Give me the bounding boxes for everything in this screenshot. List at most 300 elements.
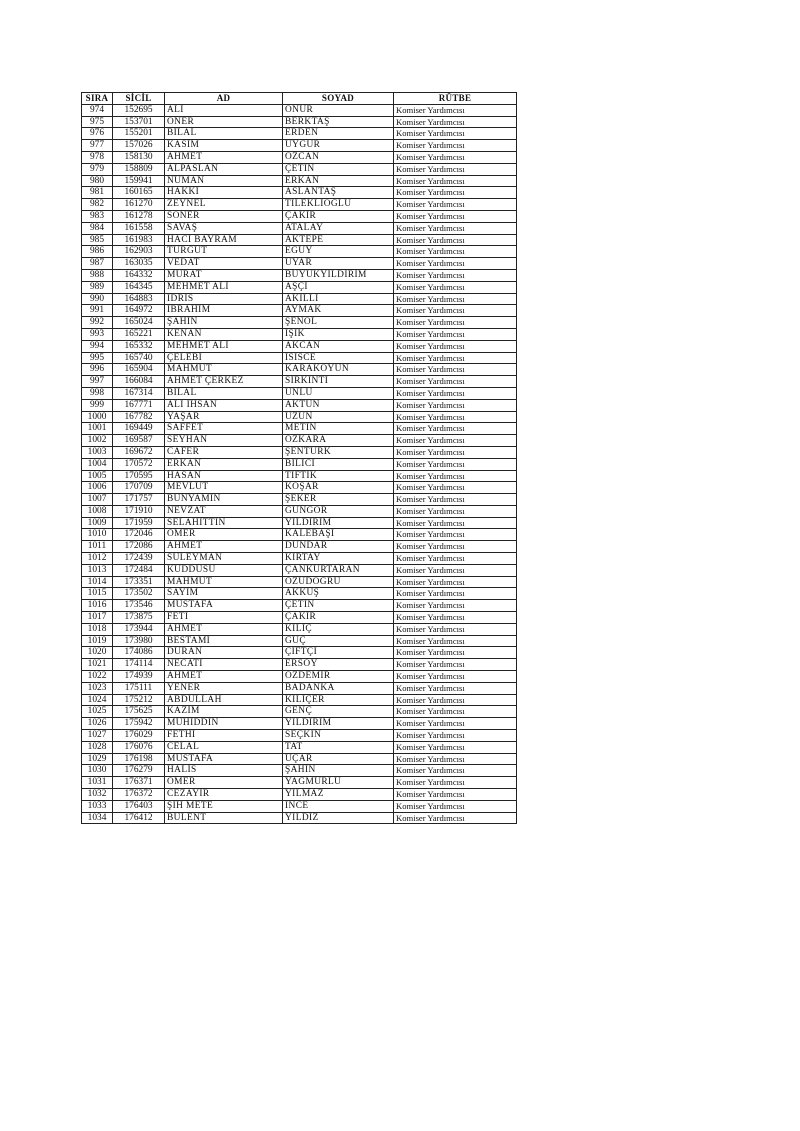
- cell-sira: 989: [82, 281, 113, 293]
- cell-sira: 1019: [82, 635, 113, 647]
- cell-rutbe: Komiser Yardımcısı: [394, 387, 517, 399]
- cell-sira: 1032: [82, 789, 113, 801]
- cell-sira: 982: [82, 199, 113, 211]
- cell-ad: AHMET: [165, 623, 283, 635]
- cell-ad: AHMET ÇERKEZ: [165, 376, 283, 388]
- table-row: [82, 175, 517, 187]
- table-row: [82, 104, 517, 116]
- cell-ad: HACI BAYRAM: [165, 234, 283, 246]
- cell-ad: FETHİ: [165, 730, 283, 742]
- cell-sicil: 174114: [113, 659, 165, 671]
- cell-soyad: ÇAKIR: [283, 612, 394, 624]
- cell-soyad: GENÇ: [283, 706, 394, 718]
- cell-ad: CELAL: [165, 741, 283, 753]
- cell-ad: ÖMER: [165, 777, 283, 789]
- cell-sicil: 165904: [113, 364, 165, 376]
- cell-soyad: ÇETİN: [283, 163, 394, 175]
- cell-rutbe: Komiser Yardımcısı: [394, 765, 517, 777]
- cell-sira: 1018: [82, 623, 113, 635]
- table-row: [82, 647, 517, 659]
- cell-soyad: BADANKA: [283, 682, 394, 694]
- cell-sira: 991: [82, 305, 113, 317]
- cell-ad: ALİ: [165, 104, 283, 116]
- table-row: [82, 706, 517, 718]
- table-row: [82, 116, 517, 128]
- table-row: [82, 623, 517, 635]
- cell-soyad: GÜÇ: [283, 635, 394, 647]
- cell-soyad: BÜYÜKYILDIRIM: [283, 269, 394, 281]
- cell-ad: İDRİS: [165, 293, 283, 305]
- cell-rutbe: Komiser Yardımcısı: [394, 411, 517, 423]
- cell-ad: TURGUT: [165, 246, 283, 258]
- cell-sicil: 169449: [113, 423, 165, 435]
- cell-ad: ÖMER: [165, 529, 283, 541]
- cell-ad: SÜLEYMAN: [165, 553, 283, 565]
- table-row: [82, 258, 517, 270]
- cell-soyad: METİN: [283, 423, 394, 435]
- cell-soyad: ÇETİN: [283, 600, 394, 612]
- cell-sicil: 161270: [113, 199, 165, 211]
- cell-rutbe: Komiser Yardımcısı: [394, 588, 517, 600]
- cell-rutbe: Komiser Yardımcısı: [394, 317, 517, 329]
- cell-sira: 994: [82, 340, 113, 352]
- cell-sicil: 164883: [113, 293, 165, 305]
- cell-sira: 999: [82, 399, 113, 411]
- cell-rutbe: Komiser Yardımcısı: [394, 175, 517, 187]
- cell-soyad: EGÜY: [283, 246, 394, 258]
- cell-rutbe: Komiser Yardımcısı: [394, 470, 517, 482]
- cell-soyad: UZUN: [283, 411, 394, 423]
- cell-sira: 1020: [82, 647, 113, 659]
- cell-soyad: ERKAN: [283, 175, 394, 187]
- cell-sira: 1027: [82, 730, 113, 742]
- table-row: [82, 305, 517, 317]
- cell-soyad: ÖZÜDOĞRU: [283, 576, 394, 588]
- cell-sira: 977: [82, 140, 113, 152]
- cell-sira: 1001: [82, 423, 113, 435]
- cell-sicil: 162903: [113, 246, 165, 258]
- cell-sicil: 164332: [113, 269, 165, 281]
- header-ad: AD: [165, 93, 283, 105]
- table-row: [82, 718, 517, 730]
- cell-sira: 988: [82, 269, 113, 281]
- table-row: [82, 470, 517, 482]
- cell-ad: VEDAT: [165, 258, 283, 270]
- cell-ad: MAHMUT: [165, 576, 283, 588]
- table-body: [82, 104, 517, 824]
- cell-rutbe: Komiser Yardımcısı: [394, 340, 517, 352]
- cell-sira: 987: [82, 258, 113, 270]
- cell-sira: 1021: [82, 659, 113, 671]
- cell-soyad: ŞAHİN: [283, 765, 394, 777]
- cell-soyad: KALEBAŞI: [283, 529, 394, 541]
- table-row: [82, 671, 517, 683]
- cell-soyad: İSİSCE: [283, 352, 394, 364]
- cell-rutbe: Komiser Yardımcısı: [394, 800, 517, 812]
- cell-sira: 980: [82, 175, 113, 187]
- cell-sira: 990: [82, 293, 113, 305]
- table-row: [82, 352, 517, 364]
- cell-sira: 992: [82, 317, 113, 329]
- header-rutbe: RÜTBE: [394, 93, 517, 105]
- cell-rutbe: Komiser Yardımcısı: [394, 482, 517, 494]
- cell-ad: MAHMUT: [165, 364, 283, 376]
- table-row: [82, 246, 517, 258]
- table-row: [82, 199, 517, 211]
- cell-sicil: 174086: [113, 647, 165, 659]
- table-row: [82, 423, 517, 435]
- cell-ad: AHMET: [165, 151, 283, 163]
- cell-sicil: 175111: [113, 682, 165, 694]
- cell-sira: 998: [82, 387, 113, 399]
- cell-sicil: 170572: [113, 458, 165, 470]
- cell-sicil: 175942: [113, 718, 165, 730]
- cell-rutbe: Komiser Yardımcısı: [394, 694, 517, 706]
- cell-ad: ERKAN: [165, 458, 283, 470]
- table-row: [82, 328, 517, 340]
- cell-soyad: ŞEKER: [283, 494, 394, 506]
- cell-ad: MEVLÜT: [165, 482, 283, 494]
- cell-soyad: ÇANKURTARAN: [283, 564, 394, 576]
- cell-rutbe: Komiser Yardımcısı: [394, 281, 517, 293]
- cell-rutbe: Komiser Yardımcısı: [394, 446, 517, 458]
- cell-sira: 978: [82, 151, 113, 163]
- cell-sicil: 165221: [113, 328, 165, 340]
- cell-soyad: İNCE: [283, 800, 394, 812]
- cell-ad: KASIM: [165, 140, 283, 152]
- cell-ad: KUDDÜSÜ: [165, 564, 283, 576]
- cell-ad: BİLAL: [165, 387, 283, 399]
- cell-ad: İBRAHİM: [165, 305, 283, 317]
- cell-sicil: 171910: [113, 505, 165, 517]
- cell-sira: 985: [82, 234, 113, 246]
- cell-sira: 974: [82, 104, 113, 116]
- cell-rutbe: Komiser Yardımcısı: [394, 163, 517, 175]
- cell-sicil: 176279: [113, 765, 165, 777]
- table-row: [82, 612, 517, 624]
- cell-sicil: 164972: [113, 305, 165, 317]
- cell-soyad: YILMAZ: [283, 789, 394, 801]
- table-row: [82, 128, 517, 140]
- cell-sira: 1026: [82, 718, 113, 730]
- cell-sira: 1009: [82, 517, 113, 529]
- cell-rutbe: Komiser Yardımcısı: [394, 541, 517, 553]
- cell-sira: 1022: [82, 671, 113, 683]
- table-row: [82, 800, 517, 812]
- cell-soyad: SEÇKİN: [283, 730, 394, 742]
- cell-sira: 1013: [82, 564, 113, 576]
- cell-soyad: AKKUŞ: [283, 588, 394, 600]
- cell-rutbe: Komiser Yardımcısı: [394, 635, 517, 647]
- cell-sira: 993: [82, 328, 113, 340]
- cell-sicil: 165024: [113, 317, 165, 329]
- cell-ad: MUHİDDİN: [165, 718, 283, 730]
- cell-rutbe: Komiser Yardımcısı: [394, 140, 517, 152]
- cell-sicil: 173875: [113, 612, 165, 624]
- cell-ad: SAFFET: [165, 423, 283, 435]
- cell-sicil: 173546: [113, 600, 165, 612]
- cell-soyad: KILIÇER: [283, 694, 394, 706]
- cell-ad: ÖNER: [165, 116, 283, 128]
- header-soyad: SOYAD: [283, 93, 394, 105]
- cell-sicil: 170709: [113, 482, 165, 494]
- table-row: [82, 387, 517, 399]
- cell-rutbe: Komiser Yardımcısı: [394, 293, 517, 305]
- cell-soyad: GÜNGÖR: [283, 505, 394, 517]
- cell-soyad: IŞIK: [283, 328, 394, 340]
- table-row: [82, 376, 517, 388]
- cell-soyad: YILDIZ: [283, 812, 394, 824]
- cell-sicil: 159941: [113, 175, 165, 187]
- cell-sicil: 165332: [113, 340, 165, 352]
- cell-rutbe: Komiser Yardımcısı: [394, 564, 517, 576]
- cell-rutbe: Komiser Yardımcısı: [394, 494, 517, 506]
- cell-soyad: AYMAK: [283, 305, 394, 317]
- cell-ad: ALPASLAN: [165, 163, 283, 175]
- cell-soyad: UYAR: [283, 258, 394, 270]
- cell-sicil: 172046: [113, 529, 165, 541]
- cell-ad: AHMET: [165, 671, 283, 683]
- cell-sira: 1028: [82, 741, 113, 753]
- cell-soyad: ÜNLÜ: [283, 387, 394, 399]
- cell-rutbe: Komiser Yardımcısı: [394, 682, 517, 694]
- cell-sicil: 175212: [113, 694, 165, 706]
- cell-sicil: 176076: [113, 741, 165, 753]
- cell-rutbe: Komiser Yardımcısı: [394, 423, 517, 435]
- cell-soyad: YAĞMURLU: [283, 777, 394, 789]
- table-row: [82, 812, 517, 824]
- cell-rutbe: Komiser Yardımcısı: [394, 612, 517, 624]
- cell-sicil: 167314: [113, 387, 165, 399]
- cell-rutbe: Komiser Yardımcısı: [394, 210, 517, 222]
- table-row: [82, 600, 517, 612]
- table-row: [82, 317, 517, 329]
- table-header-row: [82, 93, 517, 105]
- cell-sicil: 175625: [113, 706, 165, 718]
- cell-sira: 1011: [82, 541, 113, 553]
- cell-ad: ABDULLAH: [165, 694, 283, 706]
- cell-sicil: 160165: [113, 187, 165, 199]
- cell-rutbe: Komiser Yardımcısı: [394, 258, 517, 270]
- cell-sira: 1023: [82, 682, 113, 694]
- cell-rutbe: Komiser Yardımcısı: [394, 553, 517, 565]
- cell-rutbe: Komiser Yardımcısı: [394, 789, 517, 801]
- cell-rutbe: Komiser Yardımcısı: [394, 187, 517, 199]
- cell-soyad: ASLANTAŞ: [283, 187, 394, 199]
- cell-ad: BESTAMİ: [165, 635, 283, 647]
- cell-ad: YENER: [165, 682, 283, 694]
- cell-sicil: 176403: [113, 800, 165, 812]
- cell-sira: 1012: [82, 553, 113, 565]
- cell-soyad: AKTUN: [283, 399, 394, 411]
- cell-rutbe: Komiser Yardımcısı: [394, 812, 517, 824]
- cell-sicil: 169587: [113, 435, 165, 447]
- cell-rutbe: Komiser Yardımcısı: [394, 128, 517, 140]
- cell-sicil: 176029: [113, 730, 165, 742]
- table-row: [82, 482, 517, 494]
- cell-sira: 986: [82, 246, 113, 258]
- cell-soyad: ÖZDEMİR: [283, 671, 394, 683]
- cell-sira: 1034: [82, 812, 113, 824]
- cell-soyad: KARAKOYUN: [283, 364, 394, 376]
- cell-ad: MUSTAFA: [165, 600, 283, 612]
- cell-ad: DURAN: [165, 647, 283, 659]
- cell-soyad: KILIÇ: [283, 623, 394, 635]
- cell-sira: 1003: [82, 446, 113, 458]
- cell-sicil: 176372: [113, 789, 165, 801]
- table-row: [82, 269, 517, 281]
- table-row: [82, 281, 517, 293]
- table-row: [82, 458, 517, 470]
- cell-sicil: 158809: [113, 163, 165, 175]
- cell-rutbe: Komiser Yardımcısı: [394, 777, 517, 789]
- cell-ad: NUMAN: [165, 175, 283, 187]
- table-row: [82, 140, 517, 152]
- cell-sira: 1016: [82, 600, 113, 612]
- table-row: [82, 765, 517, 777]
- table-row: [82, 553, 517, 565]
- cell-soyad: YILDIRIM: [283, 718, 394, 730]
- cell-soyad: BİLİCİ: [283, 458, 394, 470]
- cell-soyad: BERKTAŞ: [283, 116, 394, 128]
- cell-rutbe: Komiser Yardımcısı: [394, 706, 517, 718]
- cell-soyad: ÖZKARA: [283, 435, 394, 447]
- cell-soyad: UÇAR: [283, 753, 394, 765]
- cell-sira: 1015: [82, 588, 113, 600]
- cell-sira: 981: [82, 187, 113, 199]
- table-row: [82, 187, 517, 199]
- cell-rutbe: Komiser Yardımcısı: [394, 576, 517, 588]
- cell-sira: 1005: [82, 470, 113, 482]
- cell-sira: 984: [82, 222, 113, 234]
- cell-rutbe: Komiser Yardımcısı: [394, 753, 517, 765]
- cell-sicil: 169672: [113, 446, 165, 458]
- cell-sira: 1006: [82, 482, 113, 494]
- cell-sicil: 153701: [113, 116, 165, 128]
- cell-rutbe: Komiser Yardımcısı: [394, 435, 517, 447]
- cell-ad: ZEYNEL: [165, 199, 283, 211]
- cell-ad: FETİ: [165, 612, 283, 624]
- cell-sicil: 173980: [113, 635, 165, 647]
- cell-sicil: 165740: [113, 352, 165, 364]
- personnel-table: [81, 92, 517, 824]
- table-row: [82, 505, 517, 517]
- cell-sicil: 176198: [113, 753, 165, 765]
- cell-ad: MEHMET ALİ: [165, 340, 283, 352]
- cell-rutbe: Komiser Yardımcısı: [394, 647, 517, 659]
- cell-sira: 1031: [82, 777, 113, 789]
- table-row: [82, 659, 517, 671]
- cell-sira: 1007: [82, 494, 113, 506]
- cell-soyad: ERSOY: [283, 659, 394, 671]
- table-row: [82, 163, 517, 175]
- cell-ad: CEZAYİR: [165, 789, 283, 801]
- table-row: [82, 411, 517, 423]
- cell-soyad: TİFTİK: [283, 470, 394, 482]
- table-row: [82, 753, 517, 765]
- cell-ad: BÜNYAMİN: [165, 494, 283, 506]
- cell-sicil: 172439: [113, 553, 165, 565]
- cell-ad: BÜLENT: [165, 812, 283, 824]
- cell-rutbe: Komiser Yardımcısı: [394, 364, 517, 376]
- table-row: [82, 399, 517, 411]
- cell-ad: AHMET: [165, 541, 283, 553]
- cell-sira: 1010: [82, 529, 113, 541]
- cell-sicil: 152695: [113, 104, 165, 116]
- cell-soyad: ÖNÜR: [283, 104, 394, 116]
- cell-rutbe: Komiser Yardımcısı: [394, 600, 517, 612]
- cell-sicil: 157026: [113, 140, 165, 152]
- cell-sira: 996: [82, 364, 113, 376]
- cell-rutbe: Komiser Yardımcısı: [394, 741, 517, 753]
- table-row: [82, 517, 517, 529]
- cell-rutbe: Komiser Yardımcısı: [394, 246, 517, 258]
- cell-soyad: ÖZCAN: [283, 151, 394, 163]
- cell-sicil: 176412: [113, 812, 165, 824]
- cell-rutbe: Komiser Yardımcısı: [394, 458, 517, 470]
- cell-rutbe: Komiser Yardımcısı: [394, 352, 517, 364]
- cell-sicil: 173944: [113, 623, 165, 635]
- cell-rutbe: Komiser Yardımcısı: [394, 104, 517, 116]
- cell-sira: 1008: [82, 505, 113, 517]
- table-row: [82, 494, 517, 506]
- table-row: [82, 234, 517, 246]
- table-row: [82, 340, 517, 352]
- cell-sira: 1004: [82, 458, 113, 470]
- cell-soyad: ERDEN: [283, 128, 394, 140]
- cell-ad: KAZIM: [165, 706, 283, 718]
- cell-rutbe: Komiser Yardımcısı: [394, 305, 517, 317]
- cell-ad: SONER: [165, 210, 283, 222]
- cell-soyad: AKCAN: [283, 340, 394, 352]
- cell-sicil: 170595: [113, 470, 165, 482]
- cell-ad: NEVZAT: [165, 505, 283, 517]
- cell-rutbe: Komiser Yardımcısı: [394, 505, 517, 517]
- cell-soyad: YILDIRIM: [283, 517, 394, 529]
- table-row: [82, 210, 517, 222]
- table-row: [82, 435, 517, 447]
- cell-rutbe: Komiser Yardımcısı: [394, 730, 517, 742]
- cell-soyad: ŞENTÜRK: [283, 446, 394, 458]
- cell-sira: 1002: [82, 435, 113, 447]
- cell-sira: 1025: [82, 706, 113, 718]
- cell-rutbe: Komiser Yardımcısı: [394, 376, 517, 388]
- cell-soyad: UYGUR: [283, 140, 394, 152]
- table-row: [82, 151, 517, 163]
- cell-ad: SAVAŞ: [165, 222, 283, 234]
- cell-soyad: AŞÇI: [283, 281, 394, 293]
- cell-sicil: 173502: [113, 588, 165, 600]
- cell-ad: SAYIM: [165, 588, 283, 600]
- cell-sicil: 176371: [113, 777, 165, 789]
- cell-soyad: KOŞAR: [283, 482, 394, 494]
- cell-rutbe: Komiser Yardımcısı: [394, 328, 517, 340]
- cell-ad: ŞAHİN: [165, 317, 283, 329]
- cell-soyad: KIRTAY: [283, 553, 394, 565]
- cell-sicil: 167771: [113, 399, 165, 411]
- cell-soyad: ŞENOL: [283, 317, 394, 329]
- cell-sicil: 155201: [113, 128, 165, 140]
- cell-sicil: 167782: [113, 411, 165, 423]
- cell-rutbe: Komiser Yardımcısı: [394, 623, 517, 635]
- cell-rutbe: Komiser Yardımcısı: [394, 222, 517, 234]
- table-row: [82, 777, 517, 789]
- cell-sira: 997: [82, 376, 113, 388]
- table-row: [82, 635, 517, 647]
- table-row: [82, 529, 517, 541]
- cell-sira: 1030: [82, 765, 113, 777]
- cell-ad: CAFER: [165, 446, 283, 458]
